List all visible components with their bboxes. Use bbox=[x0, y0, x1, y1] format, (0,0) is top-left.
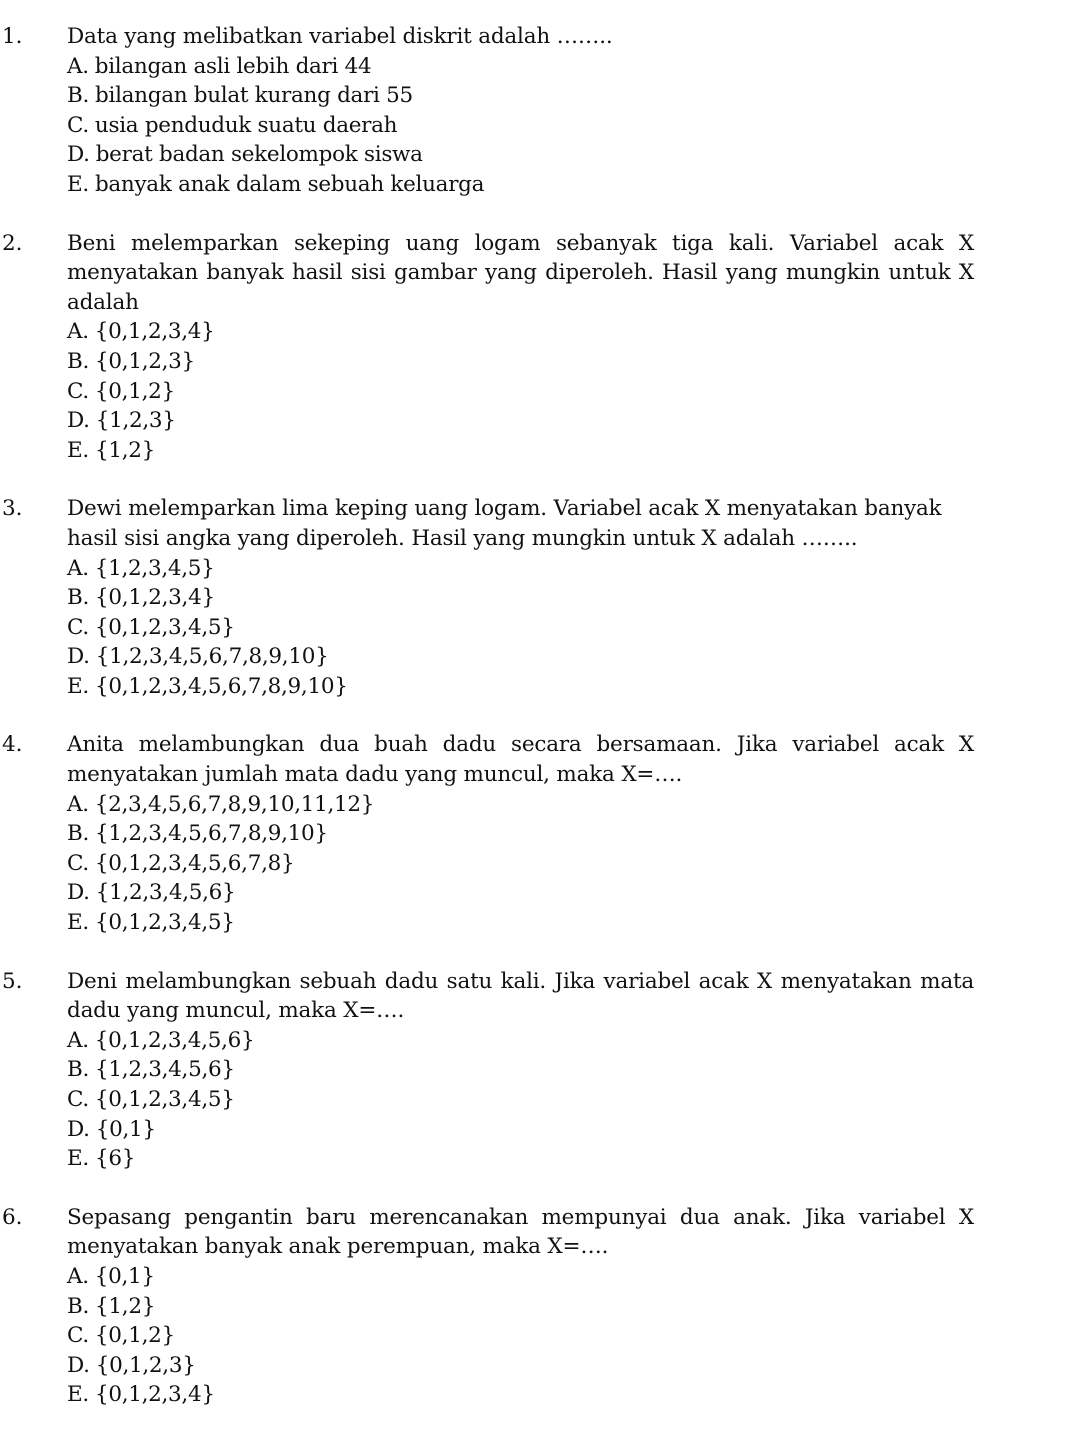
option-letter: B. bbox=[67, 83, 90, 109]
option-a[interactable] bbox=[67, 52, 1078, 82]
option-c[interactable] bbox=[67, 1321, 1078, 1351]
option-text: {1,2,3,4,5,6} bbox=[95, 1057, 235, 1083]
option-letter: A. bbox=[67, 1027, 89, 1053]
option-text: {1,2} bbox=[94, 437, 155, 463]
question-number: 4. bbox=[2, 732, 23, 758]
option-text: {0,1,2,3} bbox=[95, 1352, 196, 1378]
option-c[interactable] bbox=[67, 1085, 1078, 1115]
option-text: {1,2} bbox=[95, 1293, 156, 1319]
option-list bbox=[67, 554, 1078, 702]
option-c[interactable] bbox=[67, 613, 1078, 643]
option-text: {0,1,2} bbox=[94, 378, 175, 404]
option-e[interactable] bbox=[67, 436, 1078, 466]
option-a[interactable] bbox=[67, 317, 1078, 347]
option-b[interactable] bbox=[67, 583, 1078, 613]
option-letter: D. bbox=[67, 142, 90, 168]
option-list bbox=[67, 1262, 1078, 1410]
option-text: banyak anak dalam sebuah keluarga bbox=[94, 171, 485, 197]
option-letter: B. bbox=[67, 821, 90, 847]
option-letter: A. bbox=[67, 53, 89, 79]
question-text: Data yang melibatkan variabel diskrit adalah …….. bbox=[67, 24, 613, 49]
option-text: {0,1} bbox=[94, 1263, 155, 1289]
option-text: {0,1,2,3,4} bbox=[94, 319, 215, 345]
option-letter: C. bbox=[67, 1087, 89, 1112]
option-letter: B. bbox=[67, 348, 90, 374]
question-number: 5. bbox=[2, 968, 23, 994]
option-text: {6} bbox=[94, 1146, 136, 1172]
option-letter: B. bbox=[67, 1293, 90, 1319]
option-b[interactable] bbox=[67, 819, 1078, 849]
option-letter: D. bbox=[67, 644, 90, 670]
option-list bbox=[67, 317, 1078, 465]
option-letter: B. bbox=[67, 585, 90, 611]
option-b[interactable] bbox=[67, 347, 1078, 377]
option-letter: D. bbox=[67, 1116, 90, 1142]
option-e[interactable] bbox=[67, 672, 1078, 702]
option-list bbox=[67, 52, 1078, 200]
option-text: {0,1,2,3,4,5,6,7,8} bbox=[94, 850, 295, 876]
question-number: 1. bbox=[2, 24, 23, 49]
option-letter: E. bbox=[67, 171, 89, 197]
option-letter: C. bbox=[67, 378, 89, 404]
option-letter: C. bbox=[67, 614, 89, 640]
question-4 bbox=[0, 730, 1078, 937]
question-number: 2. bbox=[2, 230, 23, 256]
option-e[interactable] bbox=[67, 908, 1078, 938]
option-c[interactable] bbox=[67, 377, 1078, 407]
option-b[interactable] bbox=[67, 1292, 1078, 1322]
option-letter: E. bbox=[67, 910, 89, 936]
option-a[interactable] bbox=[67, 554, 1078, 584]
option-text: {0,1,2,3,4,5} bbox=[94, 910, 235, 936]
option-a[interactable] bbox=[67, 790, 1078, 820]
question-2 bbox=[0, 229, 1078, 466]
option-letter: B. bbox=[67, 1057, 90, 1083]
option-e[interactable] bbox=[67, 170, 1078, 200]
option-d[interactable] bbox=[67, 878, 1078, 908]
option-text: berat badan sekelompok siswa bbox=[95, 142, 423, 168]
option-b[interactable] bbox=[67, 1055, 1078, 1085]
option-letter: D. bbox=[67, 408, 90, 434]
option-letter: C. bbox=[67, 850, 89, 876]
option-letter: A. bbox=[67, 791, 89, 817]
question-text: Beni melemparkan sekeping uang logam sebanyak tiga kali. Variabel acak X menyatakan banyak hasil sisi gambar yang diperoleh. Hasil yang mungkin untuk X adalah bbox=[67, 230, 974, 315]
option-text: {1,2,3,4,5,6,7,8,9,10} bbox=[95, 821, 328, 847]
option-text: {0,1,2,3,4,5,6} bbox=[94, 1027, 255, 1053]
option-text: {0,1,2} bbox=[94, 1323, 175, 1349]
option-text: {0,1,2,3} bbox=[95, 348, 195, 374]
option-letter: C. bbox=[67, 1323, 89, 1349]
worksheet-page bbox=[0, 22, 1078, 1439]
option-e[interactable] bbox=[67, 1144, 1078, 1174]
option-letter: C. bbox=[67, 112, 89, 138]
option-letter: E. bbox=[67, 1382, 89, 1408]
option-e[interactable] bbox=[67, 1380, 1078, 1410]
option-text: {0,1,2,3,4} bbox=[94, 1382, 215, 1408]
option-text: {1,2,3,4,5,6,7,8,9,10} bbox=[95, 644, 329, 670]
option-letter: A. bbox=[67, 555, 89, 581]
option-text: {0,1,2,3,4,5} bbox=[94, 614, 235, 640]
option-text: {1,2,3,4,5} bbox=[94, 555, 215, 581]
option-text: {0,1} bbox=[95, 1116, 156, 1142]
option-a[interactable] bbox=[67, 1262, 1078, 1292]
question-number: 3. bbox=[2, 496, 23, 522]
option-letter: E. bbox=[67, 437, 89, 463]
option-letter: E. bbox=[67, 1146, 89, 1172]
question-text: Sepasang pengantin baru merencanakan mempunyai dua anak. Jika variabel X menyatakan banyak anak perempuan, maka X=…. bbox=[67, 1204, 974, 1260]
option-text: {0,1,2,3,4,5,6,7,8,9,10} bbox=[94, 673, 348, 699]
option-text: {1,2,3} bbox=[95, 408, 176, 434]
option-text: bilangan bulat kurang dari 55 bbox=[95, 83, 413, 109]
option-b[interactable] bbox=[67, 81, 1078, 111]
option-d[interactable] bbox=[67, 1115, 1078, 1145]
option-text: bilangan asli lebih dari 44 bbox=[94, 53, 372, 79]
question-3 bbox=[0, 494, 1078, 701]
question-1 bbox=[0, 22, 1078, 200]
option-d[interactable] bbox=[67, 406, 1078, 436]
option-d[interactable] bbox=[67, 1351, 1078, 1381]
question-text: Dewi melemparkan lima keping uang logam. Variabel acak X menyatakan banyak hasil sisi angka yang diperoleh. Hasil yang mungkin untuk X adalah …….. bbox=[67, 496, 942, 551]
question-text: Deni melambungkan sebuah dadu satu kali. Jika variabel acak X menyatakan mata dadu yang muncul, maka X=…. bbox=[67, 968, 974, 1024]
option-letter: D. bbox=[67, 880, 90, 906]
question-6 bbox=[0, 1203, 1078, 1410]
option-list bbox=[67, 790, 1078, 938]
option-c[interactable] bbox=[67, 111, 1078, 141]
option-d[interactable] bbox=[67, 642, 1078, 672]
question-number: 6. bbox=[2, 1204, 23, 1230]
option-text: {0,1,2,3,4,5} bbox=[94, 1087, 235, 1112]
option-text: {0,1,2,3,4} bbox=[95, 585, 215, 611]
option-letter: D. bbox=[67, 1352, 90, 1378]
option-letter: A. bbox=[67, 319, 89, 345]
question-5 bbox=[0, 967, 1078, 1174]
option-text: {1,2,3,4,5,6} bbox=[95, 880, 236, 906]
option-text: {2,3,4,5,6,7,8,9,10,11,12} bbox=[94, 791, 375, 817]
option-a[interactable] bbox=[67, 1026, 1078, 1056]
option-letter: A. bbox=[67, 1263, 89, 1289]
question-text: Anita melambungkan dua buah dadu secara bersamaan. Jika variabel acak X menyatakan jumlah mata dadu yang muncul, maka X=…. bbox=[67, 732, 974, 788]
option-text: usia penduduk suatu daerah bbox=[94, 112, 398, 138]
option-list bbox=[67, 1026, 1078, 1174]
option-letter: E. bbox=[67, 673, 89, 699]
option-c[interactable] bbox=[67, 849, 1078, 879]
option-d[interactable] bbox=[67, 140, 1078, 170]
